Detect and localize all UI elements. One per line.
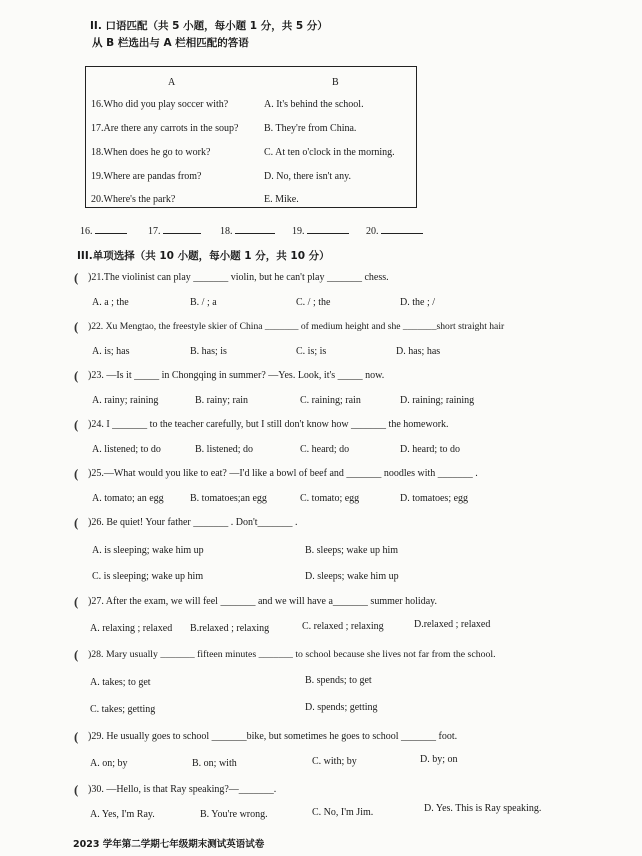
question-stem: )27. After the exam, we will feel _______ and we will have a_______ summer holiday. [88, 596, 437, 607]
option: B. listened; do [195, 444, 254, 455]
option: D. spends; getting [305, 702, 378, 713]
option: B. has; is [190, 346, 227, 357]
option: D. tomatoes; egg [400, 493, 469, 504]
answer-paren[interactable]: ( [74, 647, 79, 662]
answer-paren[interactable]: ( [74, 319, 79, 334]
answer-blanks-row [80, 224, 423, 237]
option: B. spends; to get [305, 675, 372, 686]
row-a: 18.When does he go to work? [91, 147, 211, 158]
row-b: C. At ten o'clock in the morning. [264, 147, 395, 158]
question-stem: )28. Mary usually _______ fifteen minutes _______ to school because she lives not far from the school. [88, 649, 496, 660]
section3-title: III.单项选择（共 10 小题，每小题 1 分，共 10 分） [77, 250, 330, 262]
question-stem: )25.—What would you like to eat? —I'd like a bowl of beef and _______ noodles with _______ . [88, 468, 478, 479]
option: D. has; has [396, 346, 441, 357]
option: D. raining; raining [400, 395, 475, 406]
option: B.relaxed ; relaxing [190, 623, 270, 634]
option: A. listened; to do [92, 444, 161, 455]
answer-label: 20. [366, 226, 379, 237]
option: B. tomatoes;an egg [190, 493, 267, 504]
row-b: D. No, there isn't any. [264, 171, 351, 182]
answer-paren[interactable]: ( [74, 515, 79, 530]
option: D. sleeps; wake him up [305, 571, 399, 582]
option: A. is; has [92, 346, 130, 357]
footer-title: 2023 学年第二学期七年级期末测试英语试卷 [73, 839, 265, 850]
row-b: E. Mike. [264, 194, 299, 205]
option: A. a ; the [92, 297, 129, 308]
answer-paren[interactable]: ( [74, 417, 79, 432]
question-stem: )23. —Is it _____ in Chongqing in summer? —Yes. Look, it's _____ now. [88, 370, 385, 381]
answer-paren[interactable]: ( [74, 368, 79, 383]
question-stem: )30. —Hello, is that Ray speaking?—_______. [88, 784, 277, 795]
question-stem: )29. He usually goes to school _______bike, but sometimes he goes to school _______ foot. [88, 731, 458, 742]
option: A. Yes, I'm Ray. [90, 809, 155, 820]
option: B. / ; a [190, 297, 217, 308]
option: C. tomato; egg [300, 493, 360, 504]
question-stem: )24. I _______ to the teacher carefully, but I still don't know how _______ the homework. [88, 419, 449, 430]
row-a: 17.Are there any carrots in the soup? [91, 123, 239, 134]
option: D. Yes. This is Ray speaking. [424, 803, 542, 814]
answer-label: 19. [292, 226, 305, 237]
option: B. You're wrong. [200, 809, 268, 820]
question-stem: )21.The violinist can play _______ violin, but he can't play _______ chess. [88, 272, 389, 283]
option: D. the ; / [400, 297, 435, 308]
answer-label: 17. [148, 226, 161, 237]
answer-paren[interactable]: ( [74, 729, 79, 744]
option: D. by; on [420, 754, 458, 765]
option: A. takes; to get [90, 677, 151, 688]
option: D.relaxed ; relaxed [414, 619, 491, 630]
option: A. is sleeping; wake him up [92, 545, 204, 556]
matching-table [85, 66, 417, 208]
option: A. tomato; an egg [92, 493, 164, 504]
answer-paren[interactable]: ( [74, 270, 79, 285]
answer-blank[interactable] [381, 224, 423, 234]
option: C. is sleeping; wake up him [92, 571, 204, 582]
option: A. relaxing ; relaxed [90, 623, 173, 634]
option: C. takes; getting [90, 704, 156, 715]
row-a: 19.Where are pandas from? [91, 171, 202, 182]
question-stem: )22. Xu Mengtao, the freestyle skier of China _______ of medium height and she _______short straight hair [88, 321, 505, 332]
option: D. heard; to do [400, 444, 460, 455]
answer-blank[interactable] [95, 224, 127, 234]
option: C. is; is [296, 346, 327, 357]
answer-label: 18. [220, 226, 233, 237]
answer-blank[interactable] [307, 224, 349, 234]
option: A. rainy; raining [92, 395, 159, 406]
question-stem: )26. Be quiet! Your father _______ . Don't_______ . [88, 517, 298, 528]
option: C. raining; rain [300, 395, 361, 406]
row-b: A. It's behind the school. [264, 99, 364, 110]
col-b-header: B [332, 77, 339, 88]
option: B. sleeps; wake up him [305, 545, 399, 556]
answer-label: 16. [80, 226, 93, 237]
option: C. heard; do [300, 444, 350, 455]
answer-paren[interactable]: ( [74, 594, 79, 609]
option: B. rainy; rain [195, 395, 249, 406]
answer-blank[interactable] [235, 224, 275, 234]
answer-paren[interactable]: ( [74, 782, 79, 797]
row-a: 16.Who did you play soccer with? [91, 99, 229, 110]
col-a-header: A [168, 77, 176, 88]
option: C. No, I'm Jim. [312, 807, 374, 818]
option: C. with; by [312, 756, 357, 767]
option: B. on; with [192, 758, 237, 769]
option: C. / ; the [296, 297, 331, 308]
section2-instruction: 从 B 栏选出与 A 栏相匹配的答语 [92, 37, 249, 49]
row-a: 20.Where's the park? [91, 194, 176, 205]
answer-paren[interactable]: ( [74, 466, 79, 481]
section2-title: II. 口语匹配（共 5 小题，每小题 1 分，共 5 分） [90, 20, 328, 32]
option: A. on; by [90, 758, 128, 769]
option: C. relaxed ; relaxing [302, 621, 384, 632]
row-b: B. They're from China. [264, 123, 357, 134]
answer-blank[interactable] [163, 224, 201, 234]
